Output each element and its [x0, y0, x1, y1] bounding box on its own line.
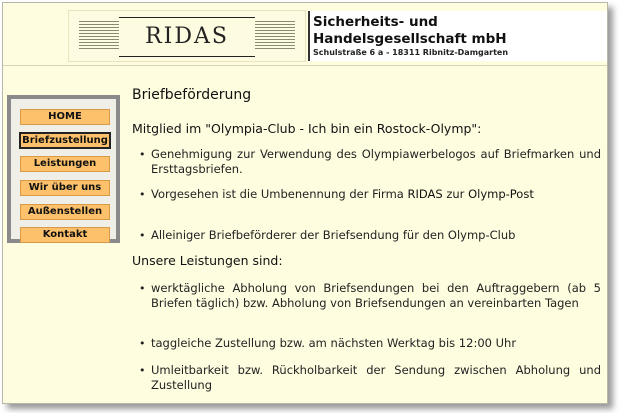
- list-item: [139, 336, 601, 351]
- page-title: Briefbeförderung: [132, 87, 252, 103]
- nav-home-button[interactable]: HOME: [20, 109, 110, 125]
- header-divider: [3, 65, 607, 66]
- company-name: [313, 14, 507, 48]
- logo-hatch-right: [255, 21, 295, 51]
- bullet-icon: •: [139, 188, 146, 201]
- list-item-text: Umleitbarkeit bzw. Rückholbarkeit der Sendung zwischen Abholung und Zustellung: [151, 363, 601, 392]
- nav-leistungen-button[interactable]: Leistungen: [20, 156, 110, 172]
- list-item-text: Vorgesehen ist die Umbenennung der Firma: [151, 187, 408, 201]
- logo[interactable]: [69, 11, 305, 61]
- logo-hatch-left: [79, 21, 119, 51]
- header: [3, 3, 607, 65]
- bullet-icon: •: [139, 364, 146, 377]
- bullet-icon: •: [139, 229, 146, 242]
- logo-banner: [119, 17, 255, 57]
- company-name-line1: Sicherheits- und: [313, 14, 438, 30]
- nav-aussenstellen-button[interactable]: Außenstellen: [20, 204, 110, 220]
- list-item-text: Alleiniger Briefbeförderer der Briefsendung für den Olymp-Club: [151, 228, 516, 242]
- section-heading-olympia-club: Mitglied im "Olympia-Club - Ich bin ein Rostock-Olymp":: [132, 121, 482, 136]
- nav-briefzustellung-button[interactable]: Briefzustellung: [19, 132, 111, 149]
- sidebar-nav: [7, 95, 120, 243]
- section-heading-leistungen: Unsere Leistungen sind:: [132, 253, 283, 268]
- list-item: [139, 281, 601, 311]
- bullet-icon: •: [139, 282, 146, 295]
- list-item-text: werktägliche Abholung von Briefsendungen bei den Auftraggebern (ab 5 Briefen täglich) bzw. Abholung von Briefsendungen an vereinbarten Tagen: [151, 281, 601, 310]
- list-item: [139, 363, 601, 393]
- company-name-line2: Handelsgesellschaft mbH: [313, 31, 507, 47]
- list-item-text: zur: [442, 187, 469, 201]
- list-item: [139, 147, 601, 177]
- olymp-post-highlight: Olymp-Post: [468, 187, 534, 201]
- list-item: [139, 228, 601, 243]
- company-info: [308, 11, 608, 61]
- page: [2, 2, 608, 404]
- company-address: Schulstraße 6 a - 18311 Ribnitz-Damgarten: [313, 48, 509, 57]
- list-item-text: taggleiche Zustellung bzw. am nächsten Werktag bis 12:00 Uhr: [151, 336, 517, 350]
- nav-kontakt-button[interactable]: Kontakt: [20, 227, 110, 243]
- company-highlight: RIDAS: [407, 187, 443, 201]
- list-item: [139, 187, 601, 202]
- logo-text: RIDAS: [145, 24, 229, 49]
- list-item-text: Genehmigung zur Verwendung des Olympiawerbelogos auf Briefmarken und Ersttagsbriefen.: [151, 147, 601, 176]
- bullet-icon: •: [139, 148, 146, 161]
- nav-wir-ueber-uns-button[interactable]: Wir über uns: [20, 180, 110, 196]
- bullet-icon: •: [139, 337, 146, 350]
